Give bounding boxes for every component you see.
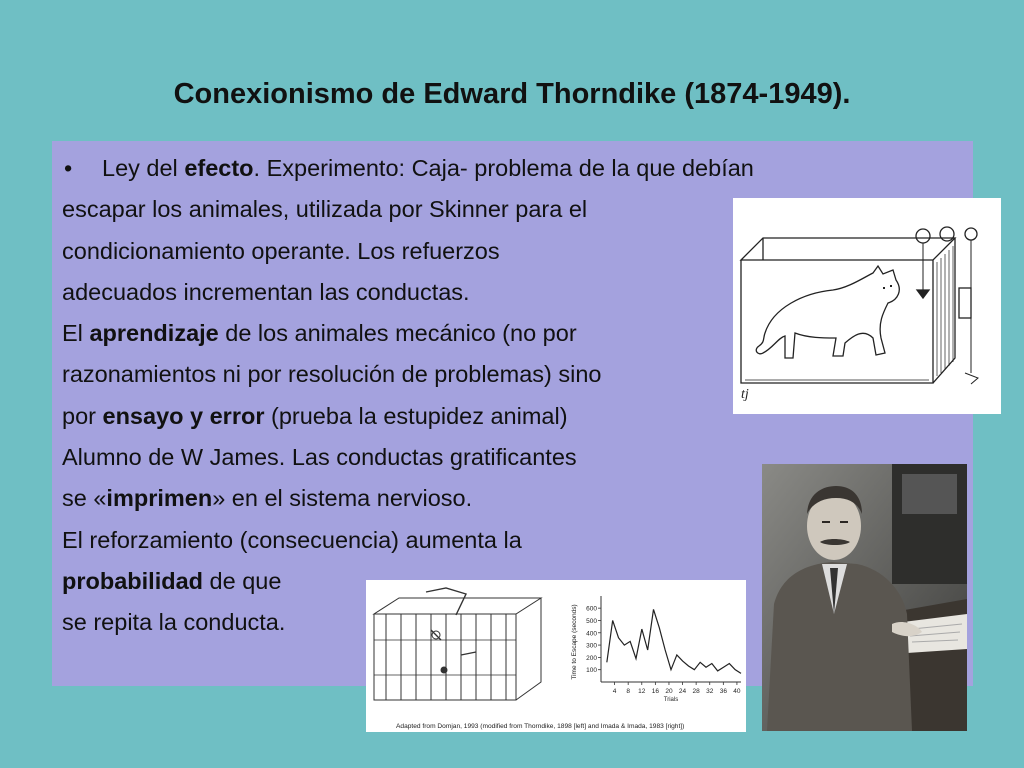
text-segment: Alumno de W James. Las conductas gratificantes [62, 444, 577, 471]
x-tick-label: 40 [733, 688, 741, 695]
x-tick-label: 4 [612, 688, 617, 695]
text-segment: » en el sistema nervioso. [212, 485, 473, 512]
cat-puzzle-box-drawing [733, 198, 1001, 414]
x-tick-label: 20 [665, 688, 673, 695]
text-segment: escapar los animales, utilizada por Skinner para el [62, 196, 588, 223]
bold-term: aprendizaje [89, 320, 219, 347]
x-tick-label: 12 [638, 688, 646, 695]
text-segment: razonamientos ni por resolución de problemas) sino [62, 361, 602, 388]
small-puzzle-box-drawing [374, 588, 541, 700]
x-tick-label: 28 [692, 688, 700, 695]
y-tick-label: 400 [586, 630, 597, 638]
x-axis-label: Trials [663, 697, 679, 703]
text-segment: por [62, 402, 103, 429]
text-segment: Ley del [102, 155, 185, 181]
y-tick-label: 500 [586, 617, 597, 625]
text-segment: El reforzamiento (consecuencia) aumenta la [62, 526, 522, 553]
x-tick-label: 24 [678, 688, 687, 695]
x-tick-label: 32 [706, 688, 714, 695]
x-tick-label: 16 [651, 688, 659, 695]
y-tick-label: 100 [586, 667, 597, 675]
text-segment: se « [62, 485, 107, 512]
learning-curve-chart [571, 596, 741, 703]
learning-curve-svg [366, 580, 746, 732]
text-segment: se repita la conducta. [62, 609, 286, 636]
text-segment: de que [203, 567, 282, 594]
slide-title: Conexionismo de Edward Thorndike (1874-1949). [173, 78, 851, 110]
text-segment: . Experimento: Caja- problema de la que debían [253, 155, 754, 181]
cat-puzzle-box-figure [733, 198, 1001, 414]
text-segment: condicionamiento operante. Los refuerzos [62, 237, 500, 264]
body-line [62, 148, 912, 189]
y-tick-label: 600 [586, 605, 597, 613]
text-segment: adecuados incrementan las conductas. [62, 278, 470, 305]
bold-term: imprimen [106, 485, 213, 512]
bold-term: efecto [184, 155, 254, 181]
learning-curve-figure [366, 580, 746, 732]
y-tick-label: 200 [586, 654, 597, 662]
bold-term: ensayo y error [102, 402, 265, 429]
text-segment: El [62, 320, 90, 347]
y-tick-label: 300 [586, 642, 597, 650]
portrait-illustration [762, 464, 967, 731]
bold-term: probabilidad [62, 567, 203, 594]
x-tick-label: 8 [626, 688, 630, 695]
x-tick-label: 36 [719, 688, 727, 695]
text-segment: (prueba la estupidez animal) [264, 402, 568, 429]
bullet-marker: • [64, 155, 73, 181]
text-segment: de los animales mecánico (no por [218, 320, 577, 347]
data-series-line [607, 609, 741, 673]
figure-caption: Adapted from Domjan, 1993 (modified from Thorndike, 1898 [left] and Imada & Imada, 1983 [right]) [396, 723, 685, 730]
y-axis-label: Time to Escape (seconds) [571, 604, 578, 680]
artist-signature: tj [741, 387, 749, 402]
thorndike-portrait-photo [762, 464, 967, 731]
